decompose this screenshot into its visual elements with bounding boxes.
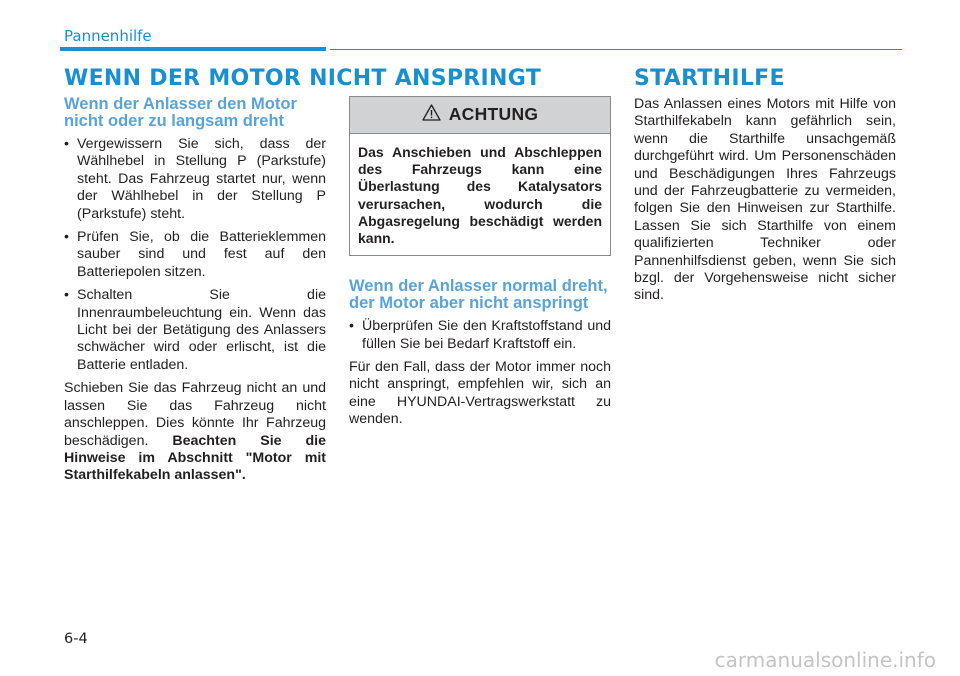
subheading-starter-normal: Wenn der Anlasser normal dreht, der Motor aber nicht anspringt	[349, 277, 608, 313]
subheading-starter-slow: Wenn der Anlasser den Motor nicht oder zu langsam dreht	[64, 95, 297, 130]
header-rule-thin	[330, 49, 902, 51]
warning-header	[350, 97, 610, 134]
left-column	[64, 96, 326, 491]
section-title-engine-not-starting: WENN DER MOTOR NICHT ANSPRINGT	[64, 66, 542, 91]
warning-text: Das Anschieben und Abschleppen des Fahrzeugs kann eine Überlastung des Katalysators verursachen, wodurch die Abgasregelung beschädigt werden kann.	[358, 144, 602, 247]
push-start-paragraph	[64, 380, 326, 484]
workshop-paragraph: Für den Fall, dass der Motor immer noch nicht anspringt, empfehlen wir, sich an eine HYUNDAI-Vertragswerkstatt zu wenden.	[349, 359, 611, 428]
bullet-list-middle	[349, 318, 611, 353]
warning-triangle-icon	[422, 104, 441, 126]
page-number: 6-4	[64, 631, 88, 647]
warning-title: ACHTUNG	[448, 104, 539, 125]
list-item: • Prüfen Sie, ob die Batterieklemmen sauber sind und fest auf den Batteriepolen sitzen.	[64, 229, 326, 281]
watermark: carmanualsonline.info	[714, 648, 936, 672]
bullet-list-left	[64, 136, 326, 374]
list-item: • Vergewissern Sie sich, dass der Wählhebel in Stellung P (Parkstufe) steht. Das Fahrzeug startet nur, wenn der Wählhebel in der Stellung P (Parkstufe) steht.	[64, 136, 326, 223]
middle-column	[349, 96, 611, 435]
warning-box	[349, 96, 611, 256]
push-start-text: Schieben Sie das Fahrzeug nicht an und lassen Sie das Fahrzeug nicht anschleppen. Dies könnte Ihr Fahrzeug beschädigen.	[64, 380, 326, 449]
chapter-label: Pannenhilfe	[64, 27, 152, 45]
section-title-jump-start: STARTHILFE	[634, 66, 785, 91]
list-item: • Schalten Sie die Innenraumbeleuchtung ein. Wenn das Licht bei der Betätigung des Anlassers schwächer wird oder erlischt, ist die Batterie entladen.	[64, 287, 326, 374]
header-rule-thick	[60, 47, 326, 51]
jump-start-paragraph: Das Anlassen eines Motors mit Hilfe von Starthilfekabeln kann gefährlich sein, wenn die Starthilfe unsachgemäß durchgeführt wird. Um Personenschäden und Beschädigungen Ihres Fahrzeugs und der Fahrzeugbatterie zu vermeiden, folgen Sie den Hinweisen zur Starthilfe. Lassen Sie sich Starthilfe von einem qualifizierten Techniker oder Pannenhilfsdienst geben, wenn Sie sich bzgl. der Vorgehensweise nicht sicher sind.	[634, 96, 896, 304]
list-item: • Überprüfen Sie den Kraftstoffstand und füllen Sie bei Bedarf Kraftstoff ein.	[349, 318, 611, 353]
push-start-bold-note: Beachten Sie die Hinweise im Abschnitt "Motor mit Starthilfekabeln anlassen".	[64, 432, 326, 484]
right-column	[634, 96, 896, 311]
